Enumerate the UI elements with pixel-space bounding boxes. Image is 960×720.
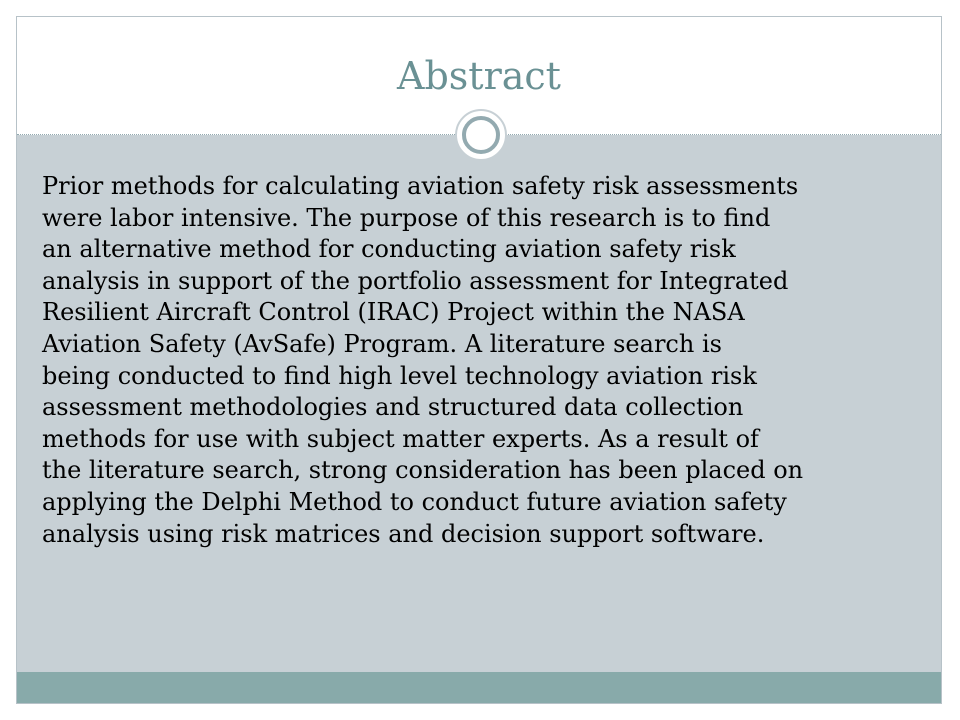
abstract-line: assessment methodologies and structured data collection bbox=[42, 393, 744, 422]
abstract-line: an alternative method for conducting aviation safety risk bbox=[42, 235, 736, 264]
abstract-line: Prior methods for calculating aviation safety risk assessments bbox=[42, 172, 799, 200]
abstract-line: Aviation Safety (AvSafe) Program. A literature search is bbox=[42, 329, 722, 358]
abstract-line: analysis using risk matrices and decision support software. bbox=[42, 519, 765, 548]
abstract-line: Resilient Aircraft Control (IRAC) Project within the NASA bbox=[42, 298, 745, 327]
abstract-line: being conducted to find high level technology aviation risk bbox=[42, 361, 757, 390]
abstract-line: analysis in support of the portfolio assessment for Integrated bbox=[42, 266, 789, 295]
abstract-line: were labor intensive. The purpose of this research is to find bbox=[42, 203, 771, 232]
abstract-line: applying the Delphi Method to conduct future aviation safety bbox=[42, 487, 787, 516]
abstract-line: the literature search, strong consideration has been placed on bbox=[42, 456, 804, 485]
slide-title: Abstract bbox=[397, 54, 561, 98]
slide-frame bbox=[16, 16, 942, 704]
abstract-line: methods for use with subject matter experts. As a result of bbox=[42, 424, 759, 453]
